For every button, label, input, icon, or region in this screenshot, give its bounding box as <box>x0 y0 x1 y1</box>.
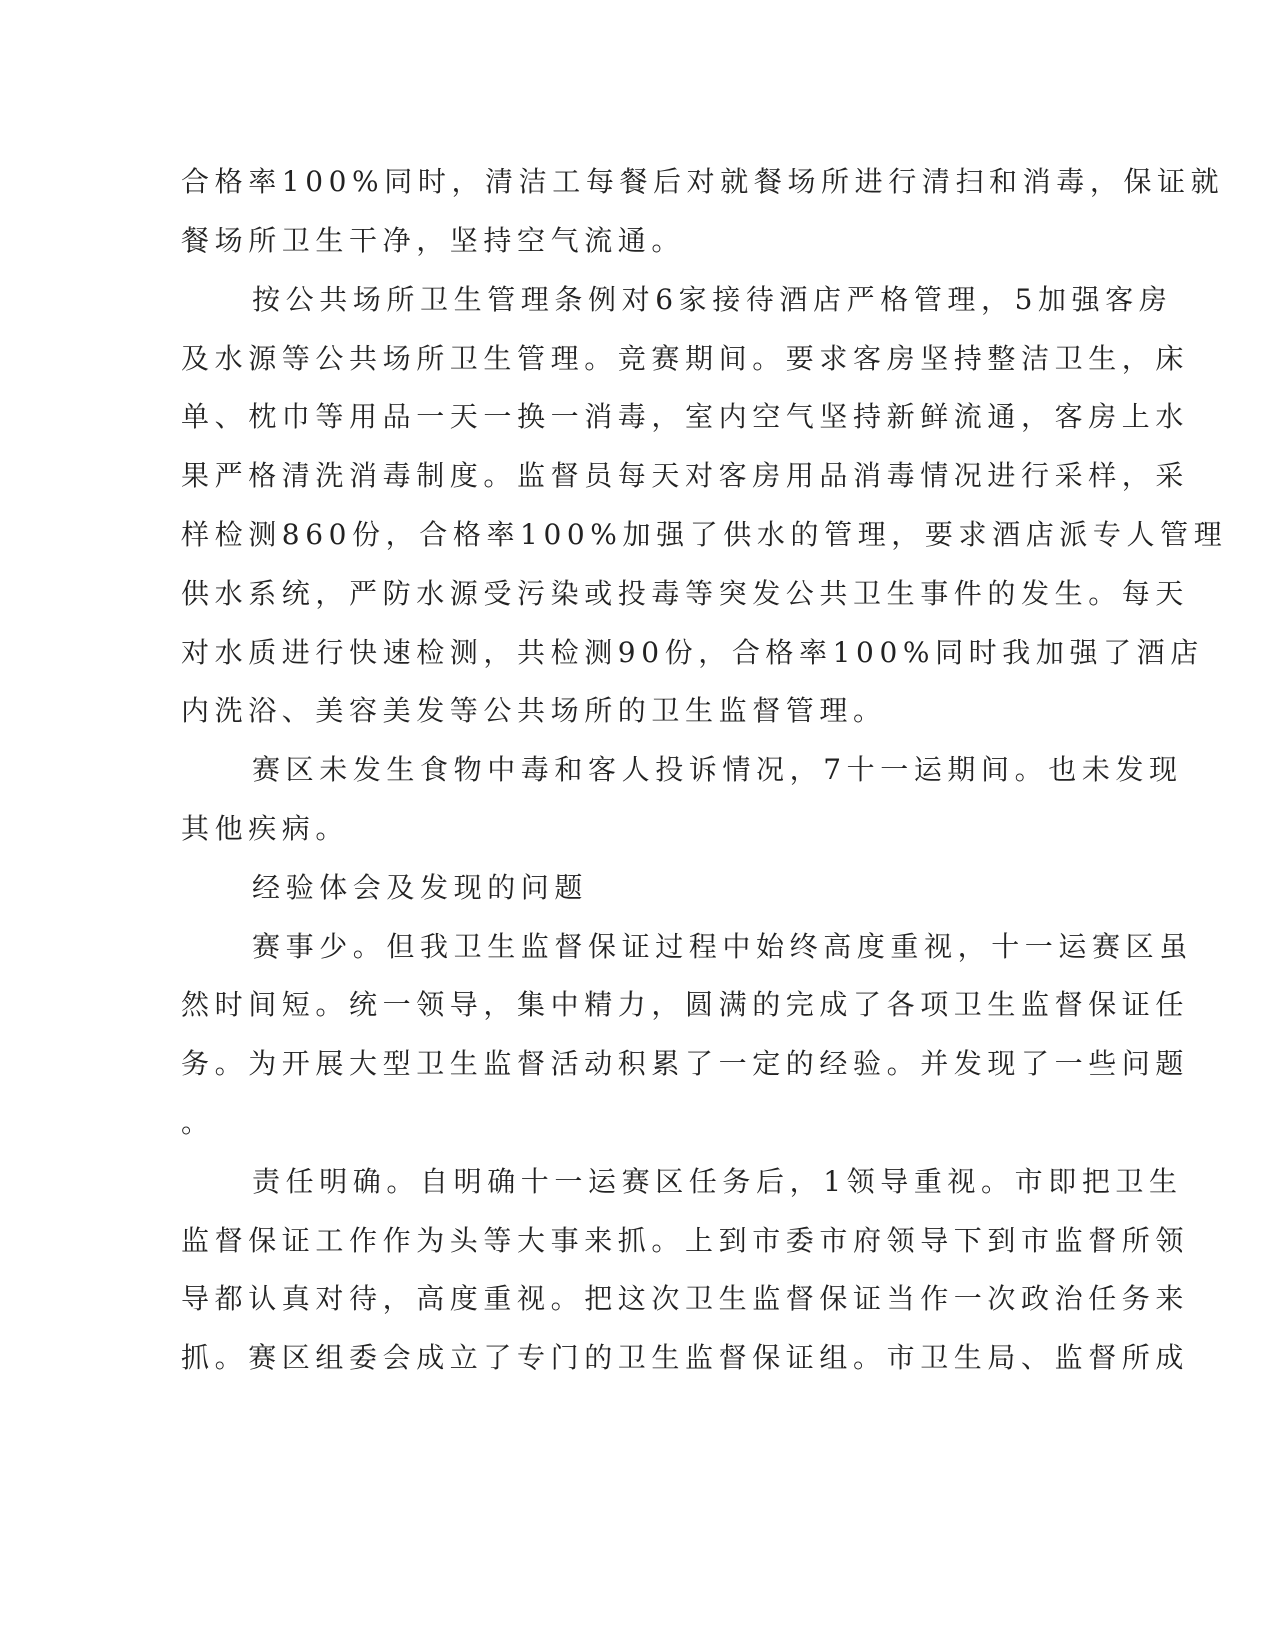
text-line: 其他疾病。 <box>181 812 350 845</box>
text-line: 赛事少。但我卫生监督保证过程中始终高度重视，十一运赛区虽 <box>252 930 1193 963</box>
text-line: 单、枕巾等用品一天一换一消毒，室内空气坚持新鲜流通，客房上水 <box>181 400 1190 433</box>
text-line: 监督保证工作作为头等大事来抓。上到市委市府领导下到市监督所领 <box>181 1224 1190 1257</box>
section-heading: 经验体会及发现的问题 <box>252 871 589 904</box>
text-line: 样检测860份，合格率100%加强了供水的管理，要求酒店派专人管理 <box>181 518 1228 551</box>
text-line: 及水源等公共场所卫生管理。竞赛期间。要求客房坚持整洁卫生，床 <box>181 342 1190 375</box>
text-line: 合格率100%同时，清洁工每餐后对就餐场所进行清扫和消毒，保证就 <box>181 165 1225 198</box>
text-line: 对水质进行快速检测，共检测90份，合格率100%同时我加强了酒店 <box>181 636 1204 669</box>
text-line: 内洗浴、美容美发等公共场所的卫生监督管理。 <box>181 694 887 727</box>
text-line: 抓。赛区组委会成立了专门的卫生监督保证组。市卫生局、监督所成 <box>181 1341 1190 1374</box>
text-line: 赛区未发生食物中毒和客人投诉情况，7十一运期间。也未发现 <box>252 753 1183 786</box>
text-line: 果严格清洗消毒制度。监督员每天对客房用品消毒情况进行采样，采 <box>181 459 1190 492</box>
text-line: 责任明确。自明确十一运赛区任务后，1领导重视。市即把卫生 <box>252 1165 1183 1198</box>
text-line: 然时间短。统一领导，集中精力，圆满的完成了各项卫生监督保证任 <box>181 988 1190 1021</box>
text-line: 餐场所卫生干净，坚持空气流通。 <box>181 224 686 257</box>
text-line: 。 <box>181 1106 215 1139</box>
text-line: 导都认真对待，高度重视。把这次卫生监督保证当作一次政治任务来 <box>181 1282 1190 1315</box>
text-line: 按公共场所卫生管理条例对6家接待酒店严格管理，5加强客房 <box>252 283 1173 316</box>
text-line: 供水系统，严防水源受污染或投毒等突发公共卫生事件的发生。每天 <box>181 577 1190 610</box>
text-line: 务。为开展大型卫生监督活动积累了一定的经验。并发现了一些问题 <box>181 1047 1190 1080</box>
